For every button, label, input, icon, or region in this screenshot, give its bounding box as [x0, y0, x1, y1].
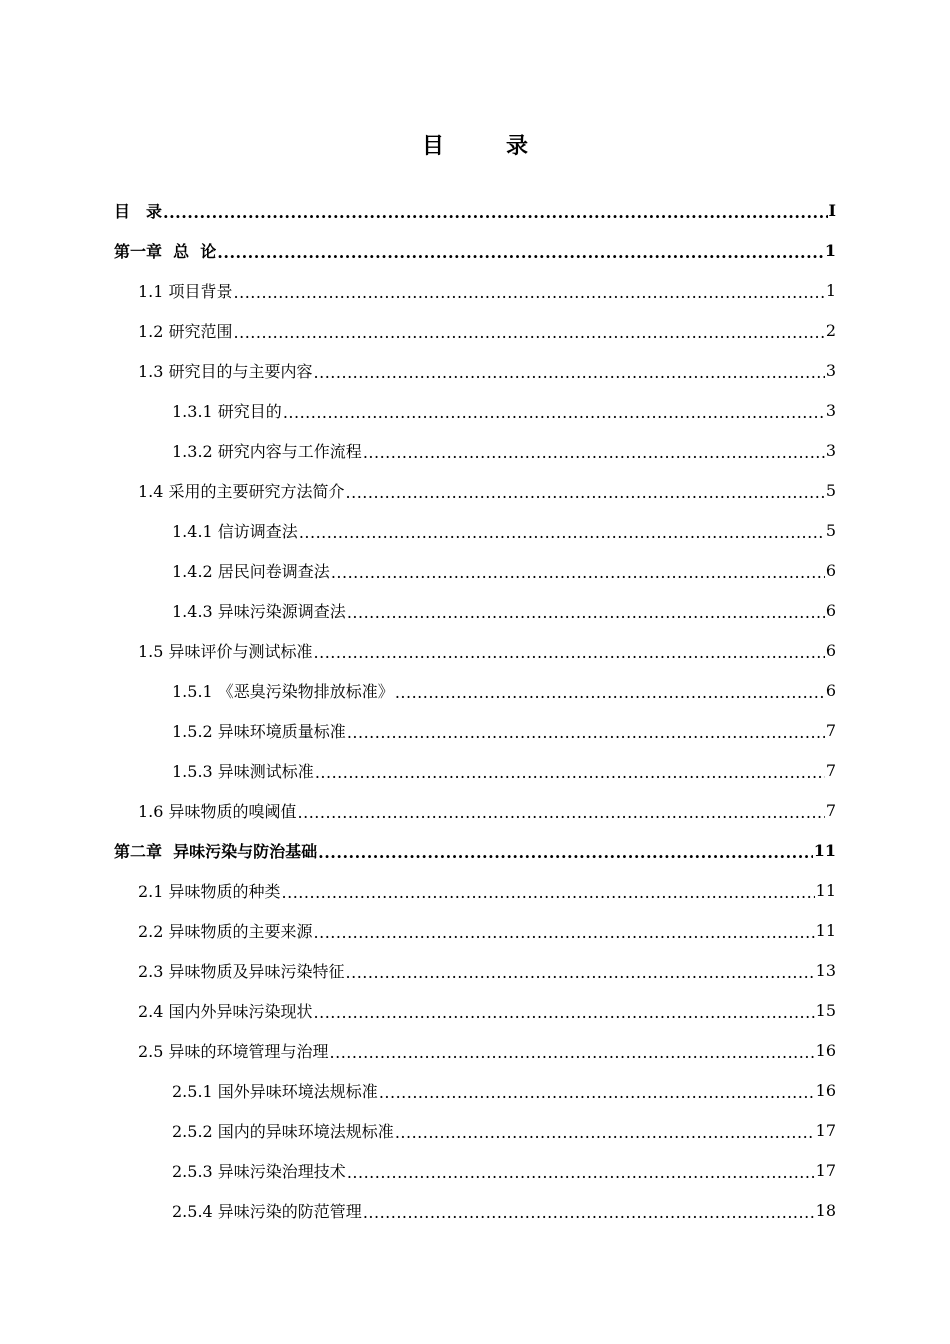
toc-entry-label: 第二章 异味污染与防治基础	[114, 841, 318, 861]
toc-dot-leader	[395, 683, 825, 702]
toc-entry[interactable]	[138, 470, 836, 510]
toc-entry-page-number: 11	[815, 920, 836, 940]
toc-entry-label: 1.6 异味物质的嗅阈值	[138, 801, 297, 821]
toc-entry-page-number: 17	[815, 1160, 836, 1180]
toc-entry-label: 1.3 研究目的与主要内容	[138, 361, 313, 381]
toc-entry-page-number: 5	[825, 480, 836, 500]
toc-entry-label: 1.5.3 异味测试标准	[172, 761, 314, 781]
toc-entry-label: 2.5.3 异味污染治理技术	[172, 1161, 346, 1181]
toc-dot-leader	[330, 1043, 815, 1062]
toc-entry-page-number: 7	[825, 800, 836, 820]
toc-entry-page-number: 3	[825, 360, 836, 380]
toc-entry-label: 第一章 总 论	[114, 241, 217, 261]
toc-entry-label: 2.5 异味的环境管理与治理	[138, 1041, 329, 1061]
toc-entry[interactable]	[138, 350, 836, 390]
toc-entry-label: 2.5.1 国外异味环境法规标准	[172, 1081, 378, 1101]
toc-entry-page-number: 15	[815, 1000, 836, 1020]
toc-entry-label: 1.4.2 居民问卷调查法	[172, 561, 330, 581]
toc-entry[interactable]	[138, 870, 836, 910]
toc-entry-page-number: 5	[825, 520, 836, 540]
toc-entry-page-number: 16	[815, 1080, 836, 1100]
toc-entry[interactable]	[172, 670, 836, 710]
toc-entry[interactable]	[172, 1110, 836, 1150]
toc-entry-label: 1.4.1 信访调查法	[172, 521, 298, 541]
toc-entry[interactable]	[172, 710, 836, 750]
toc-entry-label: 目 录	[114, 201, 163, 221]
toc-entry-page-number: 13	[815, 960, 836, 980]
toc-entry-label: 1.3.2 研究内容与工作流程	[172, 441, 362, 461]
toc-entry-label: 1.5 异味评价与测试标准	[138, 641, 313, 661]
toc-entry[interactable]	[138, 1030, 836, 1070]
toc-entry-label: 1.1 项目背景	[138, 281, 233, 301]
toc-dot-leader	[314, 643, 825, 662]
toc-entry[interactable]	[138, 270, 836, 310]
page-title: 目 录	[421, 133, 548, 159]
toc-entry-page-number: 6	[825, 600, 836, 620]
toc-entry-page-number: 6	[825, 640, 836, 660]
toc-entry[interactable]	[138, 950, 836, 990]
toc-entry-page-number: 6	[825, 560, 836, 580]
toc-dot-leader	[346, 483, 825, 502]
toc-entry-label: 1.4 采用的主要研究方法简介	[138, 481, 345, 501]
toc-dot-leader	[163, 203, 828, 222]
toc-entry[interactable]	[172, 510, 836, 550]
toc-dot-leader	[395, 1123, 815, 1142]
toc-dot-leader	[331, 563, 825, 582]
toc-entry-page-number: 2	[825, 320, 836, 340]
toc-dot-leader	[318, 843, 813, 862]
toc-entry-label: 1.5.1 《恶臭污染物排放标准》	[172, 681, 394, 701]
toc-dot-leader	[314, 1003, 815, 1022]
toc-entry[interactable]	[138, 310, 836, 350]
toc-entry-page-number: 7	[825, 720, 836, 740]
toc-dot-leader	[282, 883, 815, 902]
toc-entry-page-number: 3	[825, 400, 836, 420]
toc-dot-leader	[347, 1163, 815, 1182]
toc-entry[interactable]	[172, 1070, 836, 1110]
toc-entry[interactable]	[172, 430, 836, 470]
toc-dot-leader	[283, 403, 825, 422]
toc-entry[interactable]	[172, 590, 836, 630]
toc-entry-page-number: 11	[815, 880, 836, 900]
toc-entry-label: 2.5.4 异味污染的防范管理	[172, 1201, 362, 1221]
toc-dot-leader	[234, 283, 825, 302]
table-of-contents	[0, 190, 950, 1230]
toc-entry[interactable]	[138, 790, 836, 830]
toc-dot-leader	[234, 323, 825, 342]
toc-dot-leader	[347, 603, 825, 622]
toc-entry-page-number: 6	[825, 680, 836, 700]
toc-entry[interactable]	[172, 390, 836, 430]
toc-entry-page-number: 1	[825, 280, 836, 300]
toc-entry[interactable]	[138, 990, 836, 1030]
toc-dot-leader	[379, 1083, 815, 1102]
toc-entry[interactable]	[172, 1190, 836, 1230]
toc-entry[interactable]	[172, 750, 836, 790]
toc-dot-leader	[363, 1203, 815, 1222]
toc-dot-leader	[298, 803, 825, 822]
toc-entry-page-number: 11	[813, 840, 836, 860]
toc-entry-page-number: 3	[825, 440, 836, 460]
toc-entry-label: 1.4.3 异味污染源调查法	[172, 601, 346, 621]
toc-entry[interactable]	[114, 230, 836, 270]
toc-dot-leader	[347, 723, 825, 742]
toc-dot-leader	[314, 363, 825, 382]
toc-entry-page-number: 17	[815, 1120, 836, 1140]
toc-entry-label: 2.4 国内外异味污染现状	[138, 1001, 313, 1021]
toc-entry[interactable]	[114, 190, 836, 230]
toc-entry[interactable]	[172, 1150, 836, 1190]
toc-entry[interactable]	[138, 910, 836, 950]
toc-entry-label: 2.5.2 国内的异味环境法规标准	[172, 1121, 394, 1141]
toc-dot-leader	[315, 763, 825, 782]
toc-entry[interactable]	[172, 550, 836, 590]
toc-dot-leader	[314, 923, 815, 942]
toc-entry-label: 2.3 异味物质及异味污染特征	[138, 961, 345, 981]
toc-entry-page-number: 16	[815, 1040, 836, 1060]
toc-entry-page-number: 7	[825, 760, 836, 780]
toc-dot-leader	[363, 443, 825, 462]
toc-entry[interactable]	[114, 830, 836, 870]
toc-entry-label: 1.2 研究范围	[138, 321, 233, 341]
toc-entry-page-number: I	[828, 200, 836, 220]
toc-entry-label: 1.3.1 研究目的	[172, 401, 282, 421]
toc-entry-page-number: 1	[824, 240, 836, 260]
toc-entry-label: 1.5.2 异味环境质量标准	[172, 721, 346, 741]
toc-entry-page-number: 18	[815, 1200, 836, 1220]
toc-dot-leader	[299, 523, 825, 542]
toc-entry-label: 2.2 异味物质的主要来源	[138, 921, 313, 941]
toc-entry-label: 2.1 异味物质的种类	[138, 881, 281, 901]
toc-entry[interactable]	[138, 630, 836, 670]
toc-dot-leader	[217, 243, 824, 262]
toc-dot-leader	[346, 963, 815, 982]
